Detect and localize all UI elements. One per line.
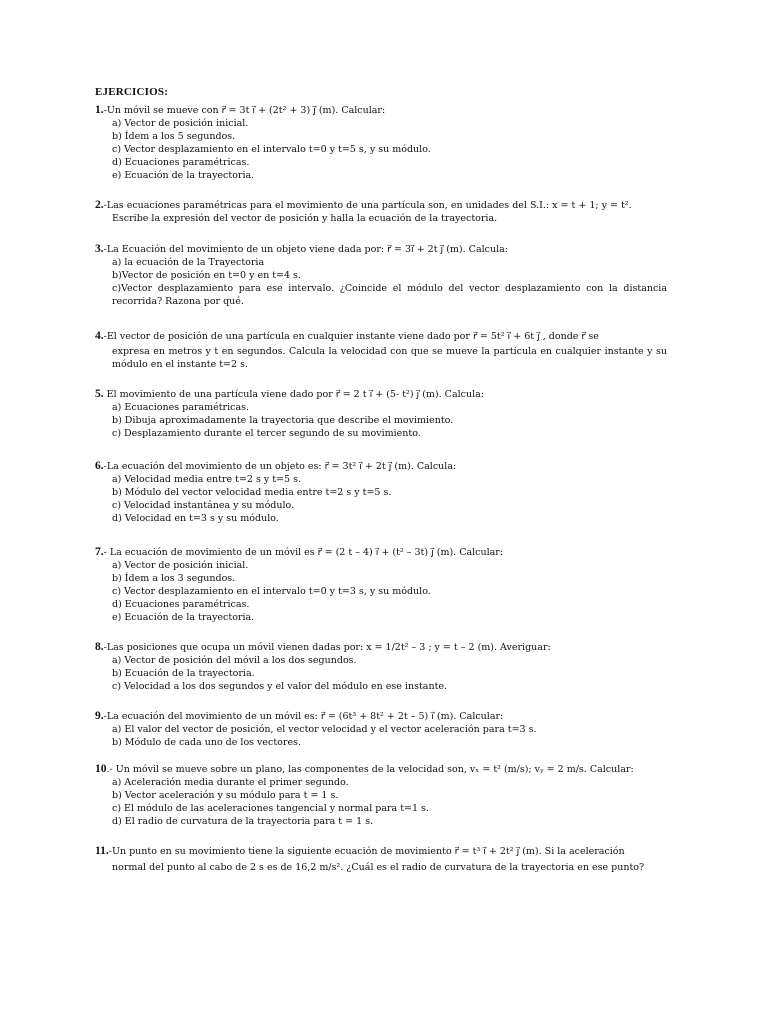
- sub-question: a) Vector de posición inicial.: [112, 118, 249, 129]
- sub-question: c) Velocidad a los dos segundos y el valor del módulo en ese instante.: [112, 681, 448, 692]
- exercise-text: -Las ecuaciones paramétricas para el movimiento de una partícula son, en unidades del S.I.: x = t + 1; y = t².: [103, 200, 632, 211]
- sub-question-list: [95, 473, 667, 525]
- sub-question: b) Vector aceleración y su módulo para t = 1 s.: [112, 790, 339, 801]
- exercise-statement: [95, 104, 667, 117]
- sub-question: a) Vector de posición del móvil a los dos segundos.: [112, 655, 357, 666]
- exercise-statement: [95, 388, 667, 401]
- exercise-text: -La ecuación del movimiento de un móvil es: r⃗ = (6t³ + 8t² + 2t – 5) i⃗ (m). Calcular:: [103, 711, 504, 722]
- exercise-number: 5.: [95, 388, 104, 400]
- exercise-4: [95, 328, 667, 371]
- sub-question: b) Módulo de cada uno de los vectores.: [112, 737, 301, 748]
- exercise-2: [95, 199, 667, 225]
- sub-question-list: [95, 559, 667, 624]
- exercise-7: [95, 546, 667, 624]
- sub-question: b) Módulo del vector velocidad media entre t=2 s y t=5 s.: [112, 487, 392, 498]
- sub-question-list: [95, 654, 667, 693]
- exercise-text: -El vector de posición de una partícula en cualquier instante viene dado por r⃗ = 5t² i⃗ + 6t j⃗ , donde r⃗ se: [103, 331, 599, 342]
- exercise-number: 1.: [95, 104, 104, 116]
- sub-question-list: [95, 401, 667, 440]
- exercise-number: 9.: [95, 710, 104, 722]
- sub-question: d) Ecuaciones paramétricas.: [112, 599, 250, 610]
- page-heading: EJERCICIOS:: [95, 86, 169, 98]
- sub-question: d) El radio de curvatura de la trayectoria para t = 1 s.: [112, 816, 374, 827]
- sub-question: c) El módulo de las aceleraciones tangencial y normal para t=1 s.: [112, 803, 429, 814]
- sub-question: b) Ídem a los 3 segundos.: [112, 573, 236, 584]
- exercise-statement: [95, 763, 667, 776]
- exercise-text: - La ecuación de movimiento de un móvil es r⃗ = (2 t – 4) i⃗ + (t² – 3t) j⃗ (m). Calcular:: [103, 547, 504, 558]
- sub-question: b)Vector de posición en t=0 y en t=4 s.: [112, 270, 301, 281]
- sub-question: b) Ídem a los 5 segundos.: [112, 131, 236, 142]
- exercise-number: 11.: [95, 845, 109, 857]
- sub-question-list: [95, 256, 667, 308]
- exercise-text: -Las posiciones que ocupa un móvil vienen dadas por: x = 1/2t² – 3 ; y = t – 2 (m). Averiguar:: [103, 642, 551, 653]
- sub-question: a) Aceleración media durante el primer segundo.: [112, 777, 349, 788]
- sub-question: a) Ecuaciones paramétricas.: [112, 402, 249, 413]
- exercise-number: 8.: [95, 641, 104, 653]
- exercise-text: .- Un móvil se mueve sobre un plano, las componentes de la velocidad son, vₓ = t² (m/s); vᵧ = 2 m/s. Calcular:: [106, 764, 634, 775]
- exercise-6: [95, 460, 667, 525]
- exercise-statement: [95, 460, 667, 473]
- sub-question: c) Velocidad instantánea y su módulo.: [112, 500, 295, 511]
- sub-question: c) Vector desplazamiento en el intervalo t=0 y t=3 s, y su módulo.: [112, 586, 431, 597]
- exercise-number: 6.: [95, 460, 104, 472]
- exercise-number: 4.: [95, 330, 104, 342]
- exercise-9: [95, 710, 667, 749]
- exercise-continuation: normal del punto al cabo de 2 s es de 16,2 m/s². ¿Cuál es el radio de curvatura de la trayectoria en ese punto?: [112, 862, 645, 873]
- sub-question: a) la ecuación de la Trayectoria: [112, 257, 265, 268]
- sub-question: a) Velocidad media entre t=2 s y t=5 s.: [112, 474, 301, 485]
- exercise-3: [95, 243, 667, 308]
- exercise-text: -Un móvil se mueve con r⃗ = 3t i⃗ + (2t² + 3) j⃗ (m). Calcular:: [103, 105, 386, 116]
- sub-question: b) Dibuja aproximadamente la trayectoria que describe el movimiento.: [112, 415, 454, 426]
- exercise-statement: [95, 328, 667, 345]
- sub-question: b) Ecuación de la trayectoria.: [112, 668, 255, 679]
- exercise-continuation: expresa en metros y t en segundos. Calcula la velocidad con que se mueve la partícula en cualquier instante y su módulo en el instante t=2 s.: [112, 346, 667, 370]
- exercise-statement: [95, 243, 667, 256]
- exercise-statement: [95, 710, 667, 723]
- sub-question: c) Desplazamiento durante el tercer segundo de su movimiento.: [112, 428, 421, 439]
- exercise-text: El movimiento de una partícula viene dado por r⃗ = 2 t i⃗ + (5- t²) j⃗ (m). Calcula:: [103, 389, 484, 400]
- sub-question: a) Vector de posición inicial.: [112, 560, 249, 571]
- exercise-statement: [95, 546, 667, 559]
- sub-question: c)Vector desplazamiento para ese intervalo. ¿Coincide el módulo del vector desplazamiento con la distancia recorrida? Razona por qué.: [112, 283, 667, 307]
- exercise-8: [95, 641, 667, 693]
- sub-question: e) Ecuación de la trayectoria.: [112, 170, 255, 181]
- exercise-number: 3.: [95, 243, 104, 255]
- sub-question-list: [95, 723, 667, 749]
- exercise-continuation: Escribe la expresión del vector de posición y halla la ecuación de la trayectoria.: [112, 213, 498, 224]
- sub-question: c) Vector desplazamiento en el intervalo t=0 y t=5 s, y su módulo.: [112, 144, 431, 155]
- exercise-11: [95, 843, 667, 876]
- exercise-statement: [95, 199, 667, 212]
- exercise-text: -Un punto en su movimiento tiene la siguiente ecuación de movimiento r⃗ = t³ i⃗ + 2t² j⃗ (m). Si la aceleración: [108, 846, 625, 857]
- sub-question-list: [95, 776, 667, 828]
- exercise-number: 2.: [95, 199, 104, 211]
- sub-question: d) Velocidad en t=3 s y su módulo.: [112, 513, 279, 524]
- exercise-number: 10: [95, 763, 107, 775]
- sub-question: a) El valor del vector de posición, el vector velocidad y el vector aceleración para t=3 s.: [112, 724, 537, 735]
- sub-question: d) Ecuaciones paramétricas.: [112, 157, 250, 168]
- sub-question-list: [95, 117, 667, 182]
- exercise-text: -La Ecuación del movimiento de un objeto viene dada por: r⃗ = 3i⃗ + 2t j⃗ (m). Calcula:: [103, 244, 508, 255]
- exercise-5: [95, 388, 667, 440]
- exercise-10: [95, 763, 667, 828]
- sub-question: e) Ecuación de la trayectoria.: [112, 612, 255, 623]
- exercise-statement: [95, 641, 667, 654]
- exercise-1: [95, 104, 667, 182]
- exercise-text: -La ecuación del movimiento de un objeto es: r⃗ = 3t² i⃗ + 2t j⃗ (m). Calcula:: [103, 461, 457, 472]
- exercise-statement: [95, 843, 667, 860]
- exercise-number: 7.: [95, 546, 104, 558]
